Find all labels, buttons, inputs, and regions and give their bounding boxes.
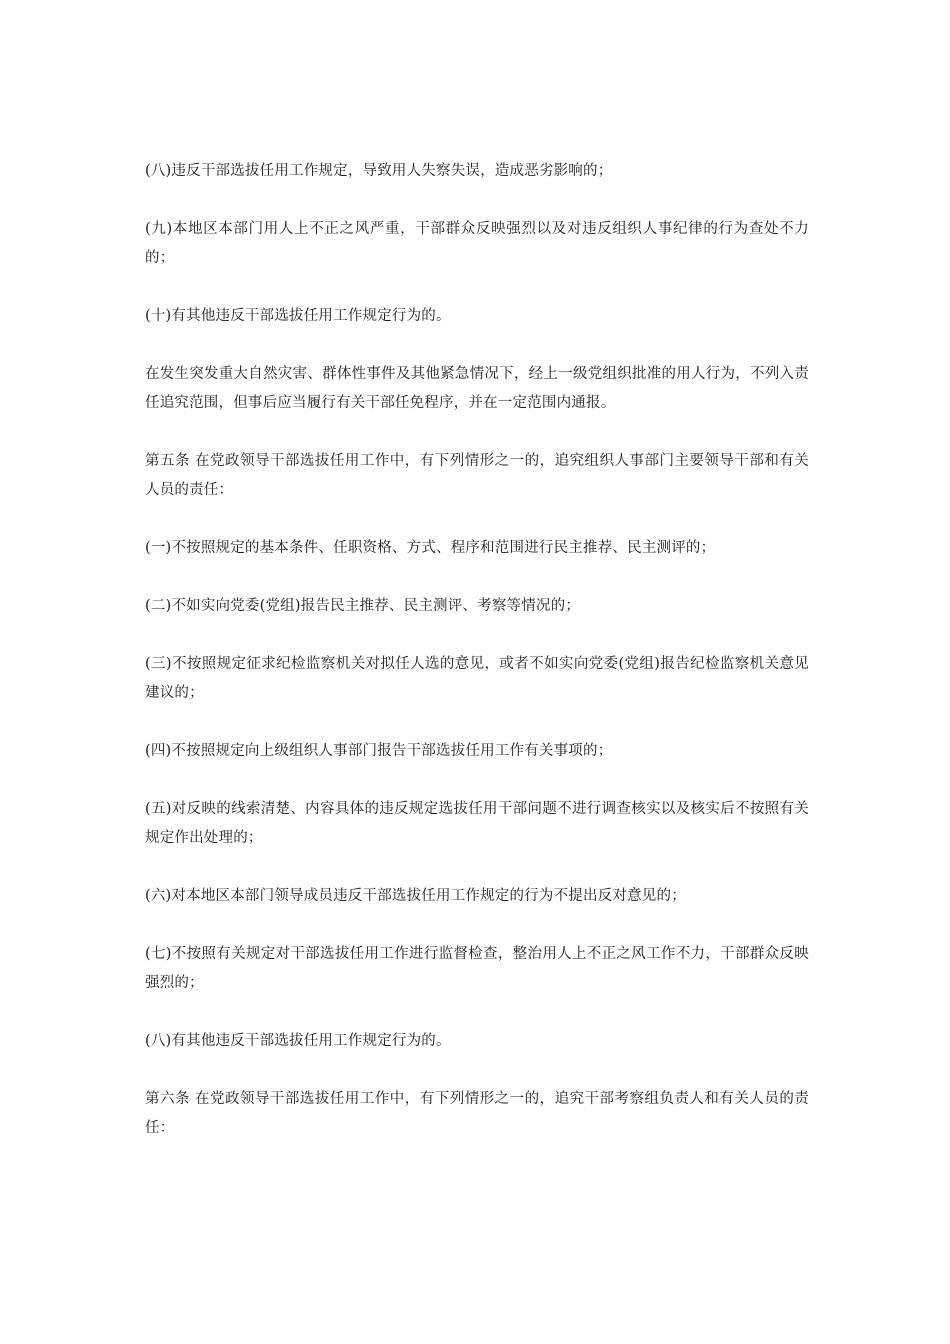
paragraph-item-10-other-violations: (十)有其他违反干部选拔任用工作规定行为的。	[145, 308, 451, 324]
paragraph-article-5-item-1: (一)不按照规定的基本条件、任职资格、方式、程序和范围进行民主推荐、民主测评的；	[145, 540, 716, 556]
paragraph-article-5-item-7: (七)不按照有关规定对干部选拔任用工作进行监督检查，整治用人上不正之风工作不力，干部群众反映强烈的；	[145, 946, 809, 991]
paragraph-item-8-violation: (八)违反干部选拔任用工作规定，导致用人失察失误，造成恶劣影响的；	[145, 163, 613, 179]
paragraph-article-5-item-4: (四)不按照规定向上级组织人事部门报告干部选拔任用工作有关事项的；	[145, 743, 613, 759]
paragraph-article-5-item-8: (八)有其他违反干部选拔任用工作规定行为的。	[145, 1033, 451, 1049]
paragraph-article-5-item-2: (二)不如实向党委(党组)报告民主推荐、民主测评、考察等情况的；	[145, 598, 581, 614]
document-body	[145, 157, 809, 1172]
paragraph-emergency-exemption: 在发生突发重大自然灾害、群体性事件及其他紧急情况下，经上一级党组织批准的用人行为，不列入责任追究范围，但事后应当履行有关干部任免程序，并在一定范围内通报。	[145, 366, 809, 411]
paragraph-article-5-item-6: (六)对本地区本部门领导成员违反干部选拔任用工作规定的行为不提出反对意见的；	[145, 888, 686, 904]
paragraph-article-5-item-5: (五)对反映的线索清楚、内容具体的违反规定选拔任用干部问题不进行调查核实以及核实后不按照有关规定作出处理的；	[145, 801, 809, 846]
paragraph-article-5: 第五条 在党政领导干部选拔任用工作中，有下列情形之一的，追究组织人事部门主要领导干部和有关人员的责任：	[145, 453, 809, 498]
paragraph-article-6: 第六条 在党政领导干部选拔任用工作中，有下列情形之一的，追究干部考察组负责人和有关人员的责任：	[145, 1091, 809, 1136]
paragraph-article-5-item-3: (三)不按照规定征求纪检监察机关对拟任人选的意见，或者不如实向党委(党组)报告纪检监察机关意见建议的；	[145, 656, 809, 701]
paragraph-item-9-unhealthy-practices: (九)本地区本部门用人上不正之风严重，干部群众反映强烈以及对违反组织人事纪律的行为查处不力的；	[145, 221, 809, 266]
